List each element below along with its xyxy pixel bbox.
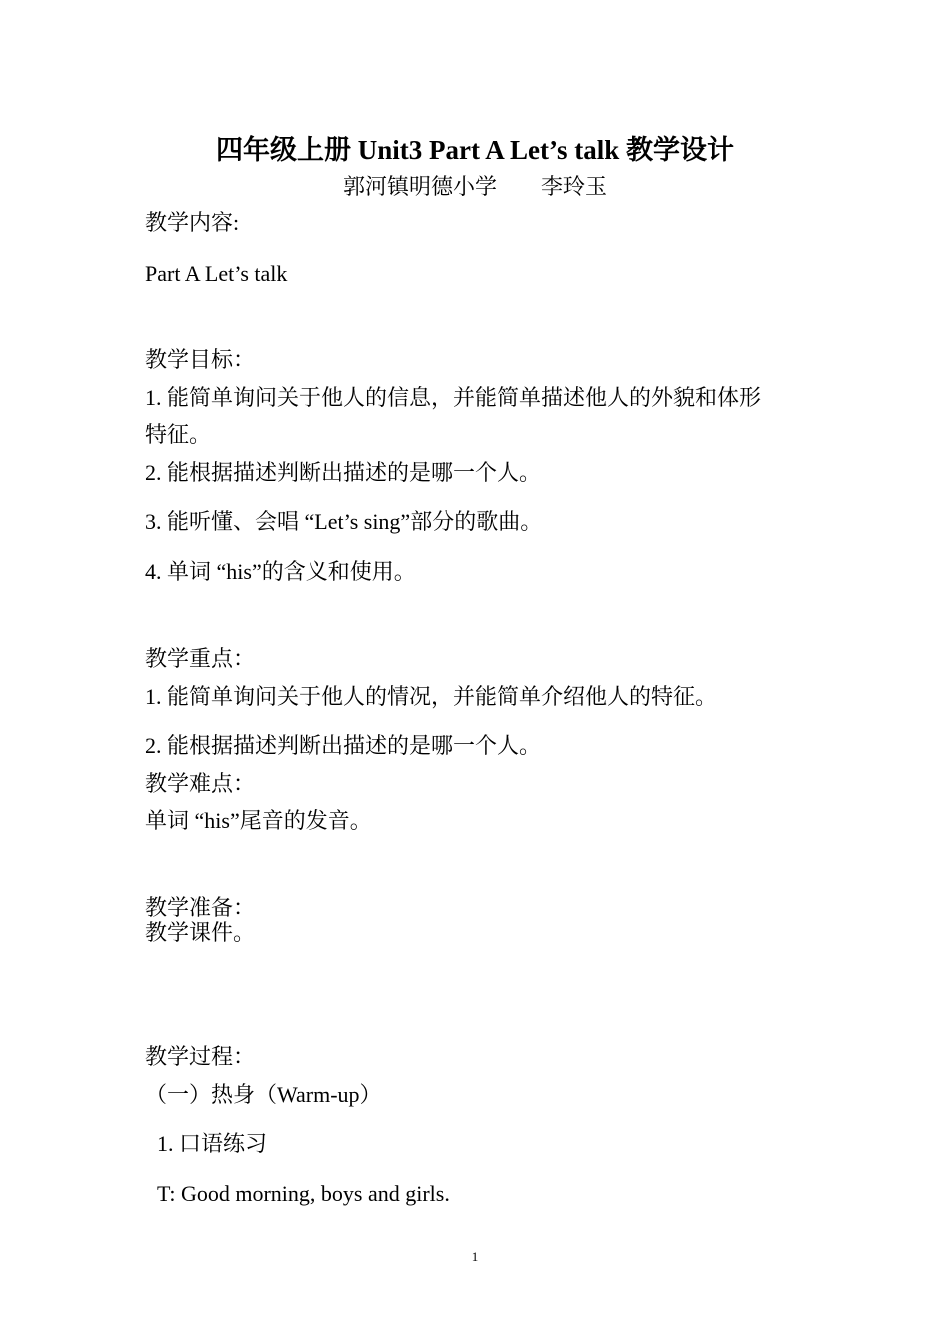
key-points-heading: 教学重点： (145, 646, 256, 671)
content-heading: 教学内容: (145, 210, 240, 235)
author-line: 郭河镇明德小学 李玲玉 (342, 174, 607, 199)
process-step-warm-up: （一）热身（Warm-up） (145, 1082, 382, 1107)
objective-item-3: 3. 能听懂、会唱 “Let’s sing”部分的歌曲。 (145, 509, 543, 534)
process-dialogue-line: T: Good morning, boys and girls. (157, 1181, 450, 1206)
objectives-heading: 教学目标： (145, 347, 256, 372)
difficulty-text: 单词 “his”尾音的发音。 (145, 808, 372, 833)
objective-item-1-continued: 特征。 (145, 422, 212, 447)
process-heading: 教学过程： (145, 1044, 256, 1069)
page-number: 1 (471, 1249, 479, 1264)
process-step-item-oral-practice: 1. 口语练习 (157, 1131, 268, 1156)
key-point-item-1: 1. 能简单询问关于他人的情况，并能简单介绍他人的特征。 (145, 684, 718, 709)
preparation-heading: 教学准备： (145, 895, 256, 920)
objective-item-1: 1. 能简单询问关于他人的信息，并能简单描述他人的外貌和体形 (145, 385, 762, 410)
content-text: Part A Let’s talk (145, 261, 288, 286)
objective-item-4: 4. 单词 “his”的含义和使用。 (145, 559, 416, 584)
key-point-item-2: 2. 能根据描述判断出描述的是哪一个人。 (145, 733, 542, 758)
preparation-text: 教学课件。 (145, 920, 256, 945)
objective-item-2: 2. 能根据描述判断出描述的是哪一个人。 (145, 460, 542, 485)
document-title: 四年级上册 Unit3 Part A Let’s talk 教学设计 (216, 135, 734, 165)
difficulty-heading: 教学难点： (145, 771, 256, 796)
